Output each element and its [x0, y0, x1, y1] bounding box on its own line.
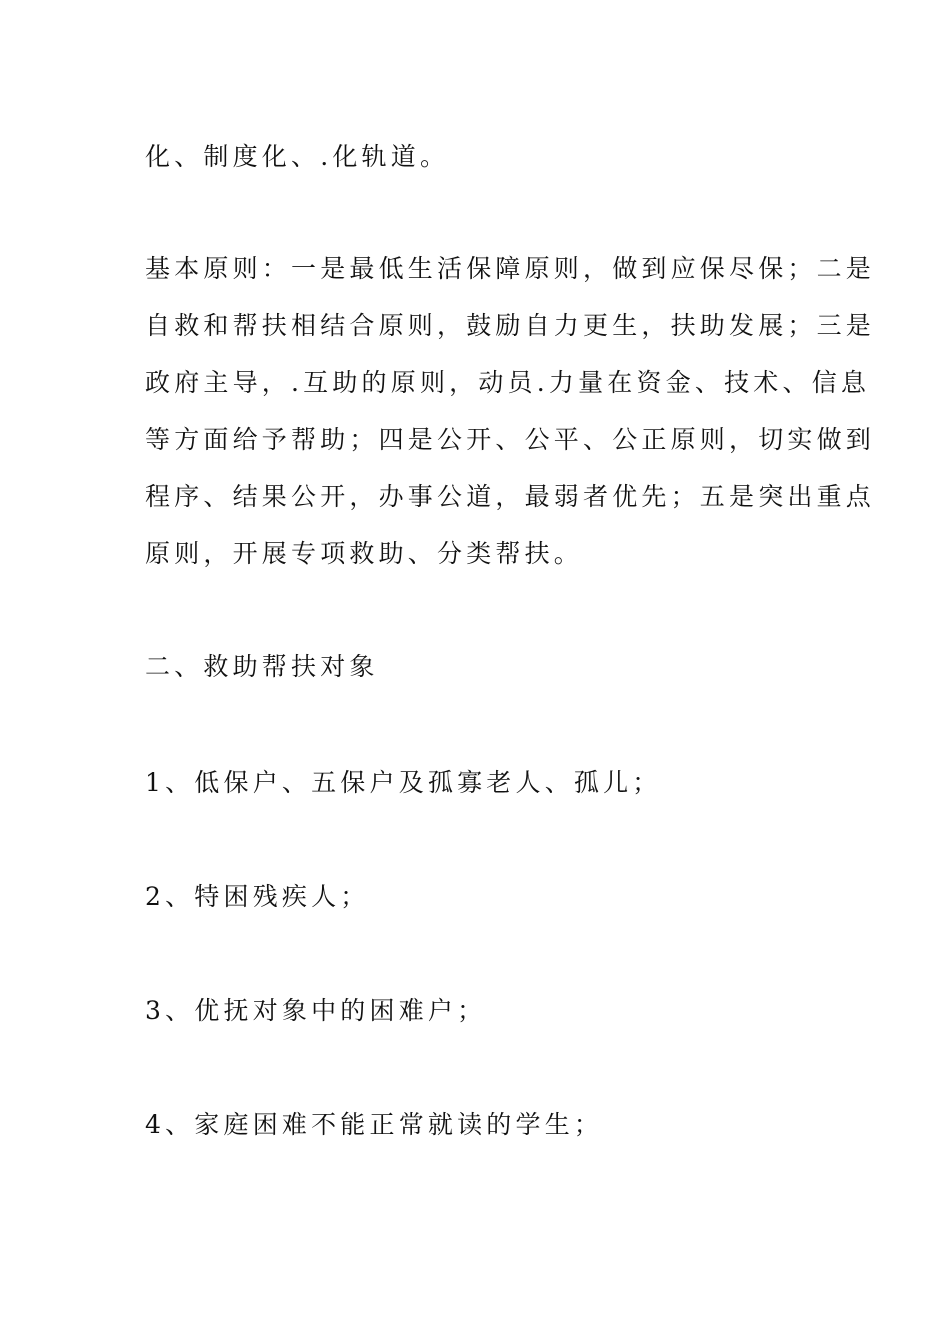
list-item-2: 2、特困残疾人；: [145, 882, 370, 911]
principles-line-3: 政府主导，.互助的原则，动员.力量在资金、技术、信息: [145, 368, 871, 397]
list-item-3: 3、优抚对象中的困难户；: [145, 996, 487, 1025]
principles-line-2: 自救和帮扶相结合原则，鼓励自力更生，扶助发展；三是: [145, 311, 876, 340]
principles-line-4: 等方面给予帮助；四是公开、公平、公正原则，切实做到: [145, 425, 876, 454]
text-line-continuation: 化、制度化、.化轨道。: [145, 142, 450, 171]
principles-line-1: 基本原则：一是最低生活保障原则，做到应保尽保；二是: [145, 254, 876, 283]
principles-line-5: 程序、结果公开，办事公道，最弱者优先；五是突出重点: [145, 482, 876, 511]
section-heading: 二、救助帮扶对象: [145, 652, 379, 681]
principles-line-6: 原则，开展专项救助、分类帮扶。: [145, 539, 584, 568]
list-item-4: 4、家庭困难不能正常就读的学生；: [145, 1110, 604, 1139]
list-item-1: 1、低保户、五保户及孤寡老人、孤儿；: [145, 768, 662, 797]
